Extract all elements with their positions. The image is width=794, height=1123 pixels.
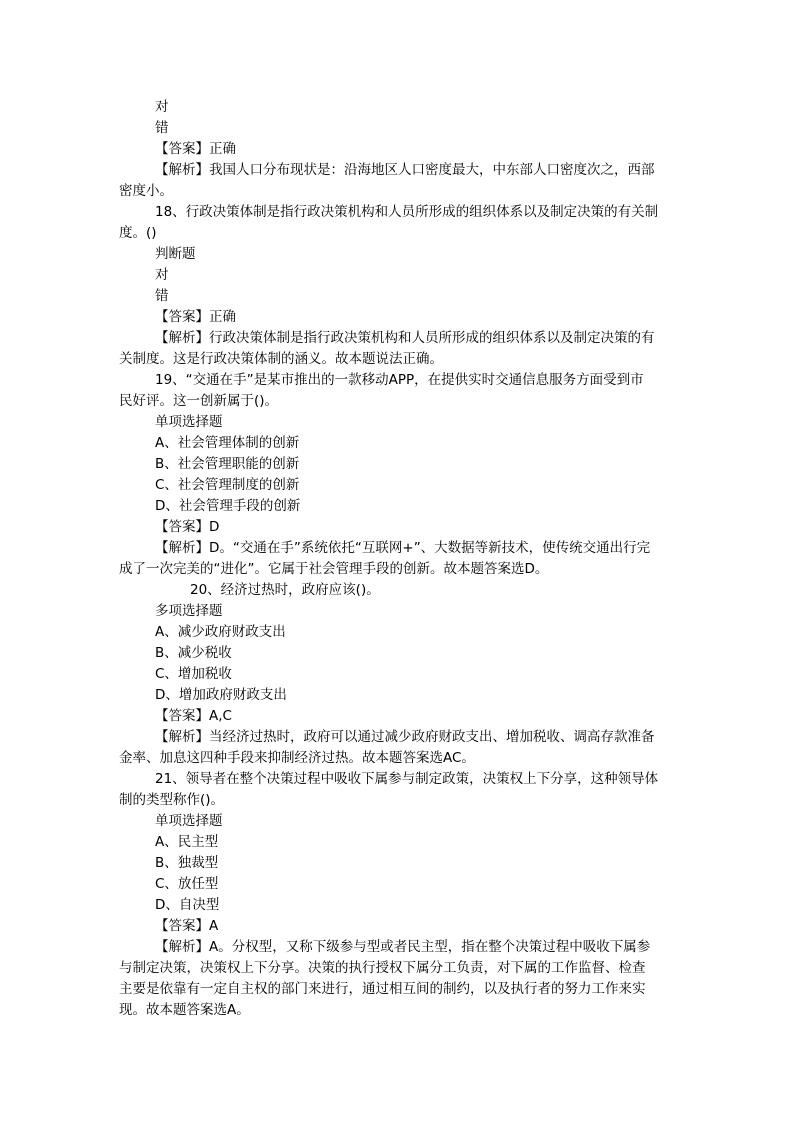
question-20: 20、经济过热时，政府应该()。 (190, 582, 380, 598)
option-false: 错 (155, 120, 169, 136)
explanation: 【解析】当经济过热时，政府可以通过减少政府财政支出、增加税收、调高存款准备 (155, 729, 655, 745)
answer: 【答案】A (155, 918, 219, 934)
question-19-cont: 民好评。这一创新属于()。 (119, 393, 279, 409)
question-18-cont: 度。() (119, 225, 157, 241)
answer: 【答案】D (155, 519, 220, 535)
option-true: 对 (155, 267, 169, 283)
question-21: 21、领导者在整个决策过程中吸收下属参与制定政策，决策权上下分享，这种领导体 (155, 771, 659, 787)
question-19: 19、“交通在手”是某市推出的一款移动APP，在提供实时交通信息服务方面受到市 (155, 372, 644, 388)
explanation-cont: 主要是依靠有一定自主权的部门来进行，通过相互间的制约，以及执行者的努力工作来实 (119, 981, 646, 997)
option-b: B、社会管理职能的创新 (155, 456, 300, 472)
explanation: 【解析】D。“交通在手”系统依托“互联网+”、大数据等新技术，使传统交通出行完 (155, 540, 651, 556)
answer: 【答案】A,C (155, 708, 232, 724)
answer: 【答案】正确 (155, 309, 236, 325)
option-c: C、社会管理制度的创新 (155, 477, 300, 493)
question-type: 单项选择题 (155, 813, 223, 829)
question-type: 多项选择题 (155, 603, 223, 619)
explanation: 【解析】A。分权型，又称下级参与型或者民主型，指在整个决策过程中吸收下属参 (155, 939, 651, 955)
question-18: 18、行政决策体制是指行政决策机构和人员所形成的组织体系以及制定决策的有关制 (155, 204, 659, 220)
option-b: B、减少税收 (155, 645, 232, 661)
option-false: 错 (155, 288, 169, 304)
option-c: C、放任型 (155, 876, 219, 892)
option-a: A、民主型 (155, 834, 219, 850)
answer: 【答案】正确 (155, 141, 236, 157)
explanation-cont: 金率、加息这四种手段来抑制经济过热。故本题答案选AC。 (119, 750, 475, 766)
option-d: D、社会管理手段的创新 (155, 498, 301, 514)
option-d: D、增加政府财政支出 (155, 687, 287, 703)
option-a: A、减少政府财政支出 (155, 624, 286, 640)
explanation-cont: 密度小。 (119, 183, 173, 199)
option-true: 对 (155, 99, 169, 115)
option-a: A、社会管理体制的创新 (155, 435, 300, 451)
explanation-cont: 成了一次完美的“进化”。它属于社会管理手段的创新。故本题答案选D。 (119, 561, 549, 577)
document-page (119, 97, 691, 1021)
option-c: C、增加税收 (155, 666, 232, 682)
explanation-cont: 关制度。这是行政决策体制的涵义。故本题说法正确。 (119, 351, 443, 367)
explanation-cont: 与制定决策，决策权上下分享。决策的执行授权下属分工负责，对下属的工作监督、检查 (119, 960, 646, 976)
question-21-cont: 制的类型称作()。 (119, 792, 225, 808)
explanation: 【解析】我国人口分布现状是：沿海地区人口密度最大，中东部人口密度次之，西部 (155, 162, 655, 178)
explanation-cont: 现。故本题答案选A。 (119, 1002, 250, 1018)
option-b: B、独裁型 (155, 855, 219, 871)
question-type: 判断题 (155, 246, 196, 262)
option-d: D、自决型 (155, 897, 220, 913)
question-type: 单项选择题 (155, 414, 223, 430)
explanation: 【解析】行政决策体制是指行政决策机构和人员所形成的组织体系以及制定决策的有 (155, 330, 655, 346)
